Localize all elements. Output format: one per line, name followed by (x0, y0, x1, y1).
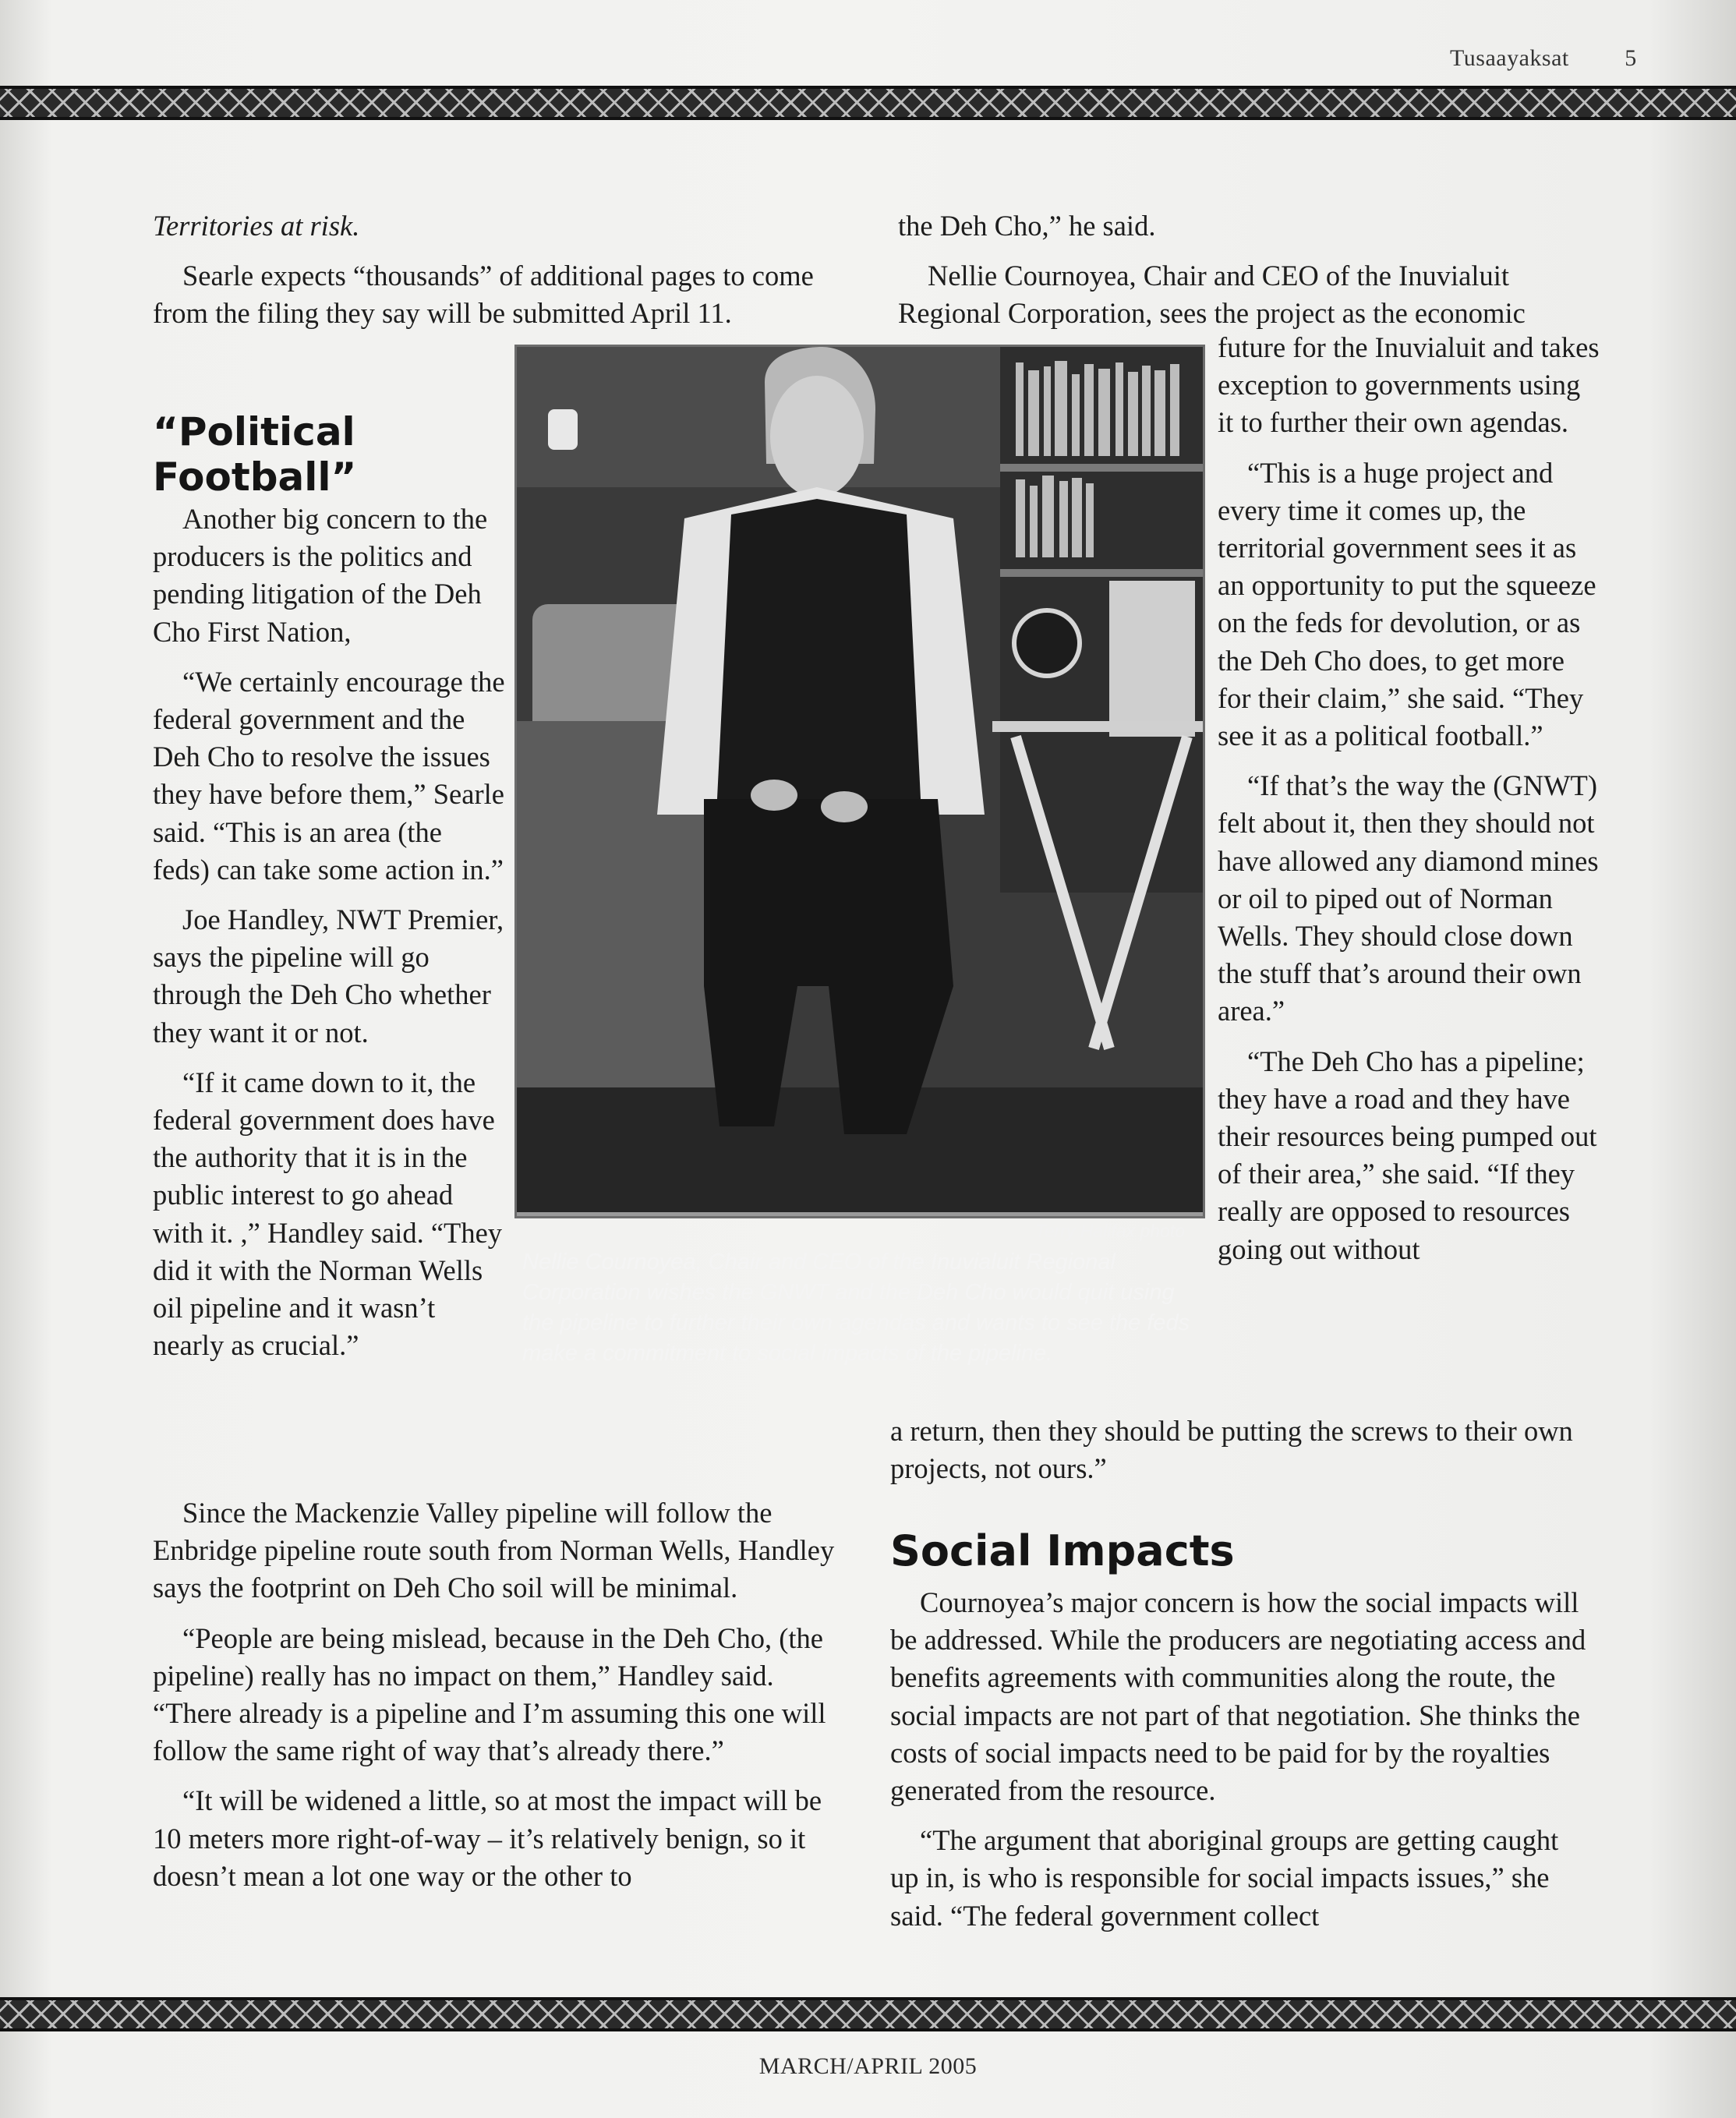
paragraph: “The Deh Cho has a pipeline; they have a road and they have their resources being pumped out of their area,” she said. “If they really are opposed to resources going out without (1218, 1045, 1597, 1265)
paragraph: “If it came down to it, the federal government does have the authority that it is in the public interest to go ahead with it. ,” Handley said. “They did it with the Norman Wells oil pipeline and it wasn’t nearly as crucial.” (153, 1066, 503, 1362)
paragraph: future for the Inuvialuit and takes exception to governments using it to further their own agendas. (1218, 331, 1600, 439)
right-column-continuation (890, 1413, 1592, 1500)
paragraph: “This is a huge project and every time it comes up, the territorial government sees it as an opportunity to put the squeeze on the feds for devolution, or as the Deh Cho does, to get more for their claim,” she said. “They see it as a political football.” (1218, 456, 1596, 752)
photo-frame (514, 345, 1205, 1218)
photo-caption: Nellie Cournoyea, Chair and CEO of the Inuvialuit Regional Corporation wishes the GNWT and the Deh Cho would quit using the pipeline to further their own agendas and wants to see the feds make a commitment to social impacts of the pipeline. (522, 1250, 1190, 1366)
right-column-narrow (1218, 329, 1600, 1281)
paragraph: Joe Handley, NWT Premier, says the pipeline will go through the Deh Cho whether they want it or not. (153, 903, 504, 1048)
left-column-wide (153, 1494, 843, 1908)
running-head (1450, 45, 1636, 72)
paragraph: Searle expects “thousands” of additional pages to come from the filing they say will be submitted April 11. (153, 260, 814, 330)
section-heading-social-impacts: Social Impacts (890, 1526, 1235, 1575)
right-column-top (898, 207, 1600, 345)
paragraph: “The argument that aboriginal groups are getting caught up in, is who is responsible for social impacts issues,” she said. “The federal government collect (890, 1824, 1559, 1932)
portrait-photo (517, 347, 1203, 1212)
paragraph: Cournoyea’s major concern is how the social impacts will be addressed. While the producers are negotiating access and benefits agreements with communities along the route, the social impacts are not part of that negotiation. She thinks the costs of social impacts need to be paid for by the royalties generated from the resource. (890, 1586, 1586, 1807)
paragraph: Another big concern to the producers is the politics and pending litigation of the Deh Cho First Nation, (153, 503, 488, 648)
top-decorative-border (0, 86, 1736, 120)
paragraph: “It will be widened a little, so at most the impact will be 10 meters more right-of-way – it’s relatively benign, so it doesn’t mean a lot one way or the other to (153, 1784, 822, 1892)
page-number: 5 (1625, 45, 1637, 71)
paragraph: “We certainly encourage the federal government and the Deh Cho to resolve the issues they have before them,” Searle said. “This is an area (the feds) can take some action in.” (153, 665, 505, 886)
bottom-decorative-border (0, 1997, 1736, 2031)
left-column-narrow (153, 500, 505, 1377)
photo-credit: Terry Halifax photo (1034, 1221, 1185, 1241)
paragraph: Territories at risk. (153, 210, 360, 242)
publication-name: Tusaayaksat (1450, 45, 1569, 71)
issue-date-footer: MARCH/APRIL 2005 (758, 2053, 978, 2079)
paragraph: the Deh Cho,” he said. (898, 210, 1156, 242)
paragraph: a return, then they should be putting the screws to their own projects, not ours.” (890, 1415, 1573, 1485)
photo-illustration (517, 347, 1203, 1212)
section-heading-political-football: “Political Football” (153, 409, 357, 500)
paragraph: Since the Mackenzie Valley pipeline will follow the Enbridge pipeline route south from Norman Wells, Handley says the footprint on Deh Cho soil will be minimal. (153, 1497, 835, 1604)
paragraph: “People are being mislead, because in the Deh Cho, (the pipeline) really has no impact on them,” Handley said. “There already is a pipeline and I’m assuming this one will follow the same right of way that’s already there.” (153, 1621, 826, 1767)
right-column-wide (890, 1584, 1592, 1947)
left-column-intro (153, 207, 839, 345)
paragraph: “If that’s the way the (GNWT) felt about it, then they should not have allowed any diamond mines or oil to piped out of Norman Wells. They should close down the stuff that’s around their own area.” (1218, 769, 1599, 1027)
paragraph: Nellie Cournoyea, Chair and CEO of the Inuvialuit Regional Corporation, sees the project as the economic (898, 260, 1526, 330)
